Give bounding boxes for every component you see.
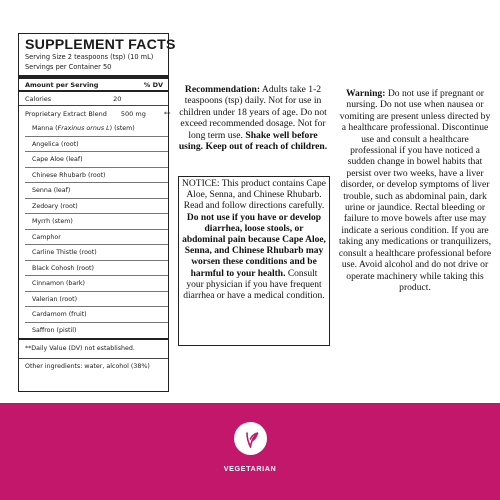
recommendation-label: Recommendation: bbox=[184, 84, 261, 95]
leaf-icon bbox=[239, 427, 263, 451]
recommendation-body: Adults take 1-2 teaspoons (tsp) daily. Not for use in children under 18 years of age. Do not exceed recommended dosage. Not for long term use. bbox=[179, 84, 327, 141]
ingredient-item: Myrrh (stem) bbox=[25, 214, 168, 230]
vegetarian-badge bbox=[234, 422, 267, 455]
facts-title: SUPPLEMENT FACTS bbox=[25, 37, 176, 53]
ingredient-item: Cinnamon (bark) bbox=[25, 276, 168, 292]
warning-body: Do not use if pregnant or nursing. Do not use when nausea or vomiting are present unless directed by a healthcare professional. Discontinue use and consult a healthcare professional if you have noticed a sudden change in bowel habits that persist over two weeks, have a liver disorder, or develop symptoms of liver trouble, such as abdominal pain, dark urine or jaundice. Rectal bleeding or failure to move bowels after use may indicate a serious condition. If you are taking any medications or tranquilizers, consult a healthcare professional before use. Avoid alcohol and do not drive or operate machinery while taking this product. bbox=[338, 88, 492, 293]
ingredient-item: Manna (Fraxinus ornus L) (stem) bbox=[25, 121, 168, 137]
amount-header: Amount per Serving bbox=[25, 80, 99, 89]
blend-row bbox=[25, 106, 171, 121]
ingredient-item: Senna (leaf) bbox=[25, 183, 168, 199]
recommendation-bold: Shake well before using. Keep out of reach of children. bbox=[178, 129, 328, 153]
ingredient-item: Angelica (root) bbox=[25, 137, 168, 153]
notice-intro: NOTICE: This product contains Cape Aloe, Senna, and Chinese Rhubarb. Read and follow directions carefully. bbox=[182, 179, 326, 212]
dv-footnote: **Daily Value (DV) not established. bbox=[25, 345, 135, 352]
notice-box bbox=[178, 176, 330, 346]
calories-value: 20 bbox=[113, 94, 122, 103]
warning-text bbox=[337, 88, 493, 293]
ingredient-item: Black Cohosh (root) bbox=[25, 261, 168, 277]
ingredient-item: Carline Thistle (root) bbox=[25, 245, 168, 261]
calories-label: Calories bbox=[25, 94, 52, 103]
ingredient-item: Cape Aloe (leaf) bbox=[25, 152, 168, 168]
ingredient-item: Camphor bbox=[25, 230, 168, 246]
facts-header-row bbox=[25, 79, 163, 90]
dv-header: % DV bbox=[143, 80, 163, 89]
other-ingredients: Other ingredients: water, alcohol (38%) bbox=[25, 363, 150, 370]
notice-bold: Do not use if you have or develop diarrhea, loose stools, or abdominal pain because Cape Aloe, Senna, and Chinese Rhubarb may worsen these conditions and be harmful to your health. bbox=[182, 212, 326, 279]
ingredient-item: Cardamom (fruit) bbox=[25, 307, 168, 323]
recommendation-text bbox=[178, 84, 328, 152]
serving-size: Serving Size 2 teaspoons (tsp) (10 mL) bbox=[25, 53, 154, 61]
vegetarian-label: VEGETARIAN bbox=[223, 464, 277, 473]
ingredient-list bbox=[25, 121, 163, 338]
servings-per-container: Servings per Container 50 bbox=[25, 62, 112, 71]
supplement-facts-panel bbox=[18, 33, 176, 392]
ingredient-item: Zedoary (root) bbox=[25, 199, 168, 215]
blend-dv: ** bbox=[163, 109, 171, 118]
ingredient-item: Saffron (pistil) bbox=[32, 326, 77, 334]
warning-label: Warning: bbox=[345, 88, 386, 99]
notice-tail: Consult your physician if you have frequent diarrhea or have a medical condition. bbox=[183, 268, 325, 302]
ingredient-item: Valerian (root) bbox=[25, 292, 168, 308]
ingredient-item: Chinese Rhubarb (root) bbox=[25, 168, 168, 184]
blend-amount: 500 mg bbox=[120, 109, 146, 118]
calories-row bbox=[25, 92, 163, 105]
blend-label: Proprietary Extract Blend bbox=[25, 109, 107, 118]
